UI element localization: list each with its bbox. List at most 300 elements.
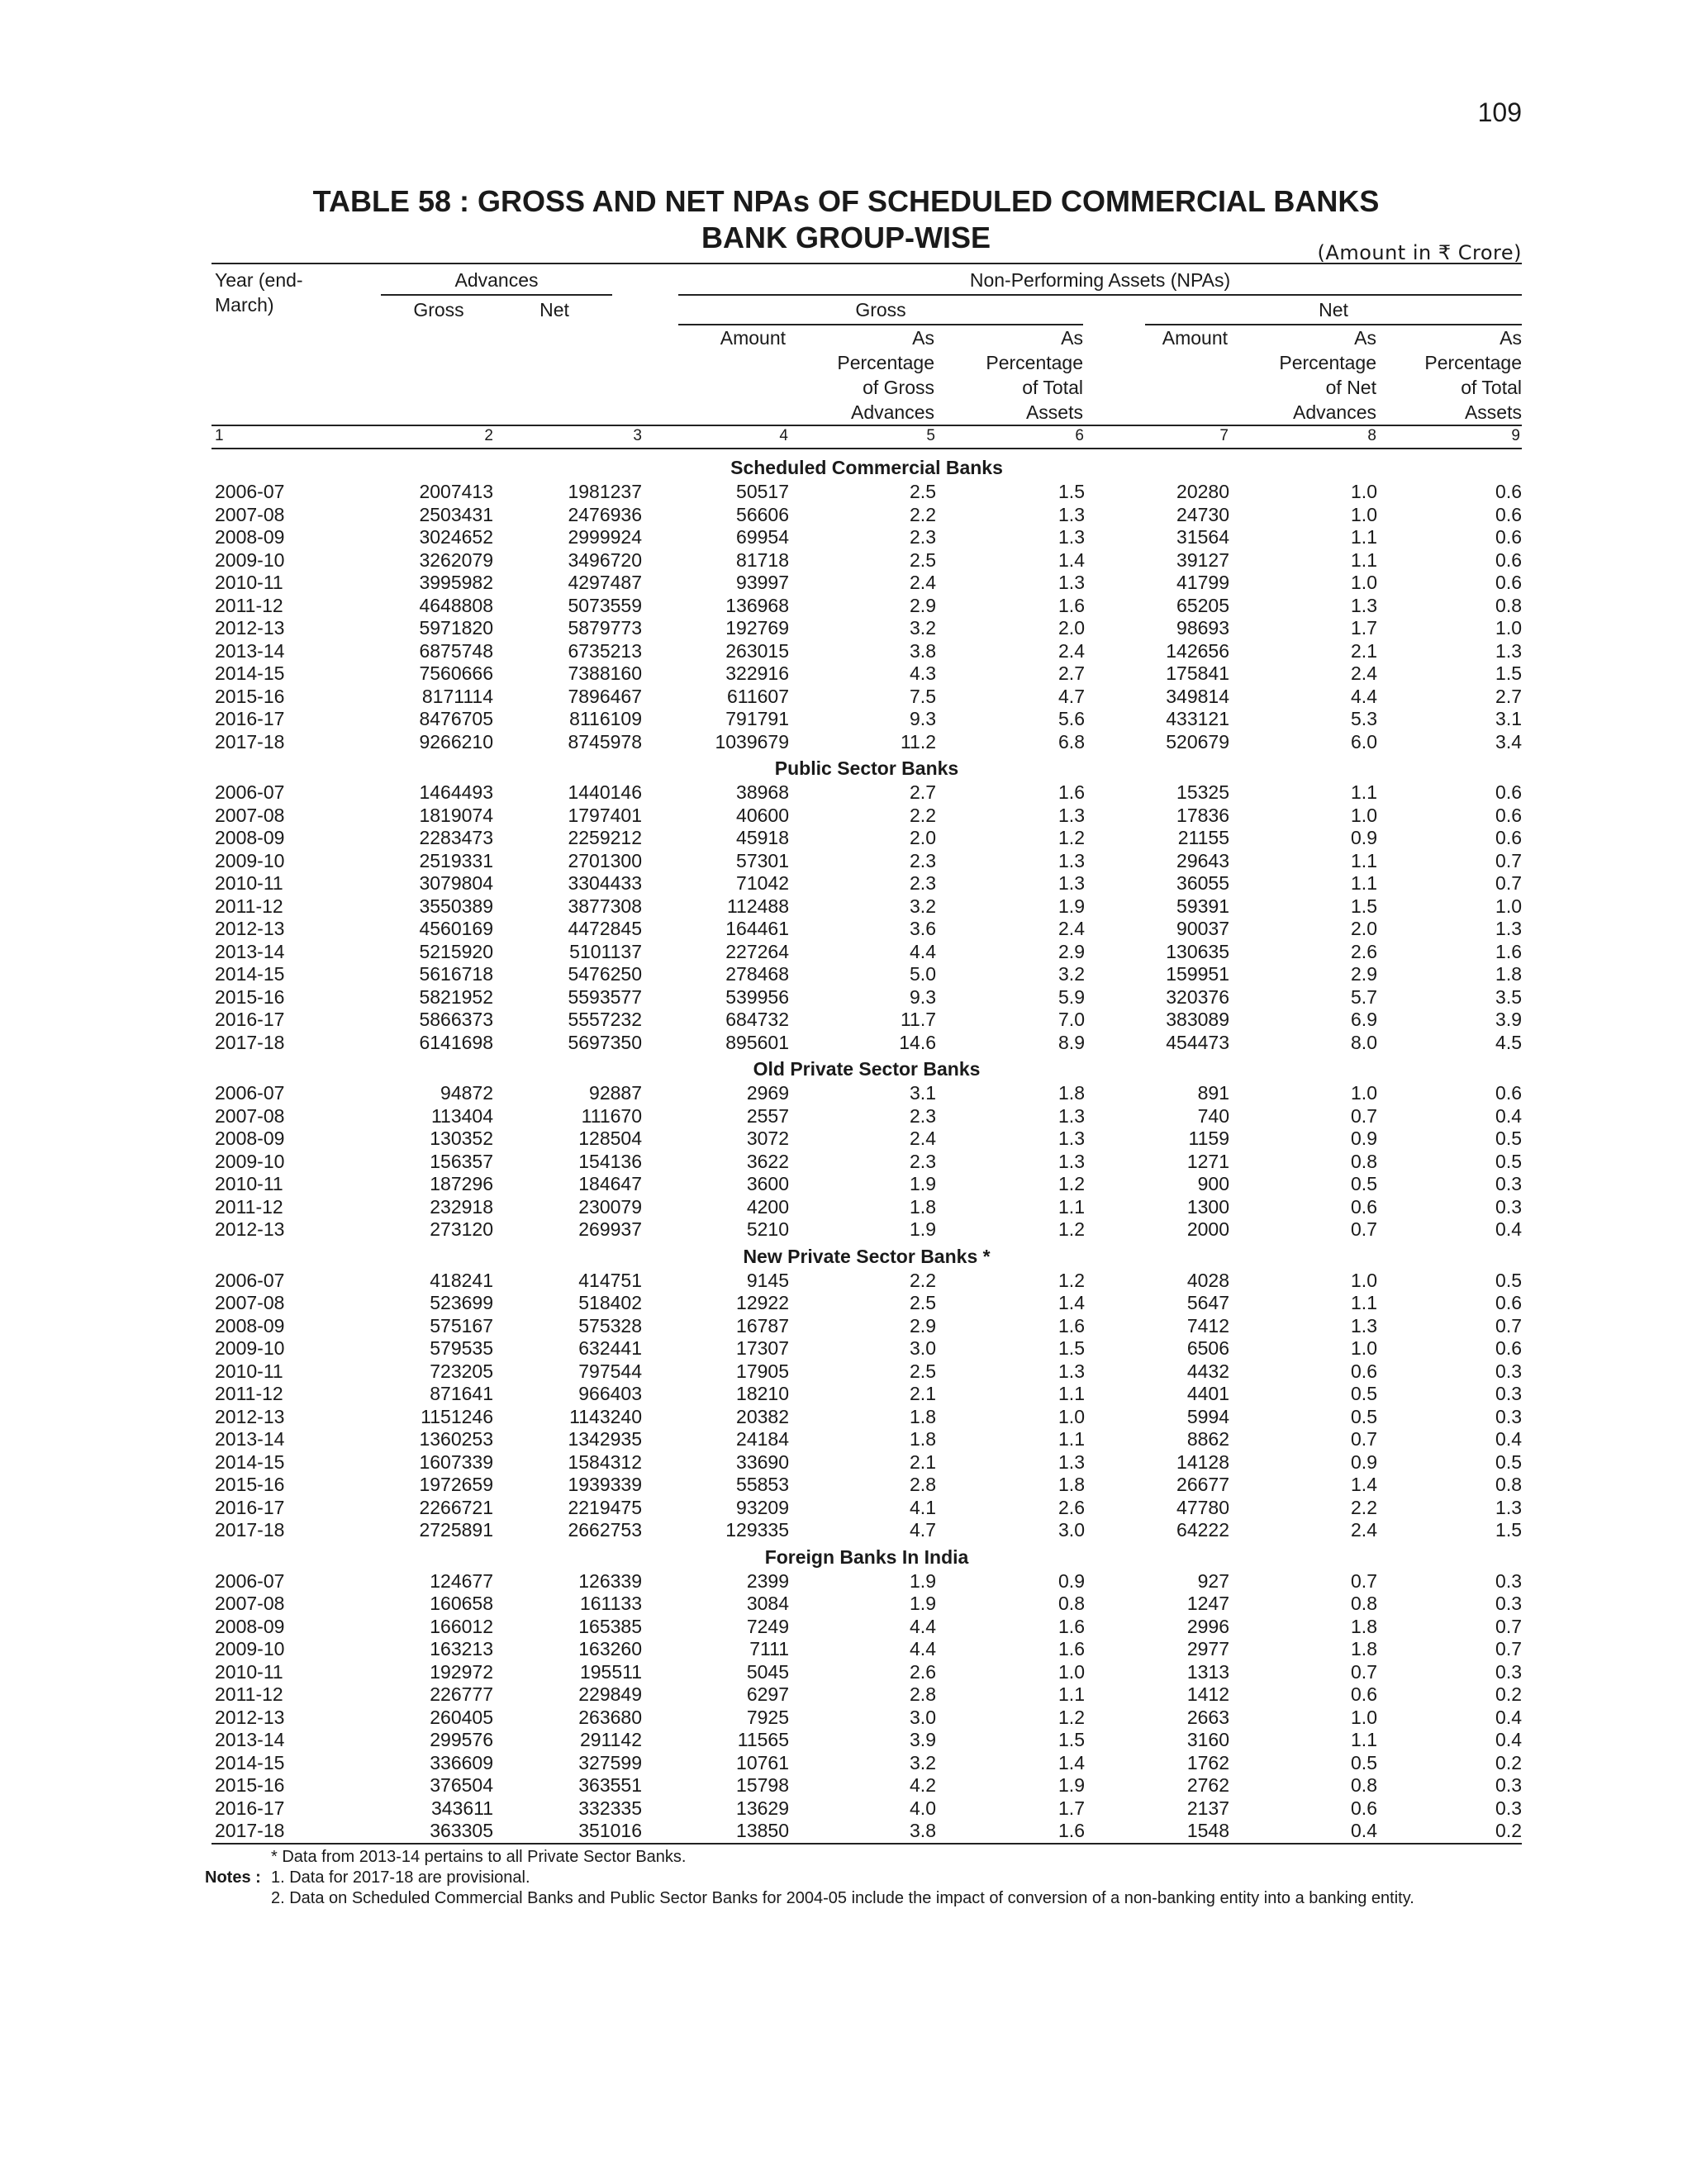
cell-gross-advances: 2519331 xyxy=(419,849,493,871)
cell-net-npa-pct-advances: 1.0 xyxy=(1351,481,1377,503)
cell-net-npa-amount: 320376 xyxy=(1166,985,1229,1008)
cell-net-npa-amount: 26677 xyxy=(1176,1474,1229,1496)
cell-gross-advances: 166012 xyxy=(430,1615,493,1637)
cell-gross-npa-pct-assets: 5.9 xyxy=(1058,985,1085,1008)
advances-underline xyxy=(381,294,612,296)
cell-gross-advances: 6141698 xyxy=(419,1031,493,1053)
cell-net-npa-amount: 3160 xyxy=(1186,1729,1229,1751)
cell-gross-npa-pct-advances: 4.7 xyxy=(910,1519,936,1541)
col4-header: Amount xyxy=(720,327,786,349)
cell-gross-advances: 1151246 xyxy=(421,1405,493,1427)
cell-net-npa-pct-assets: 1.8 xyxy=(1495,963,1523,985)
cell-gross-advances: 232918 xyxy=(430,1195,493,1218)
cell-net-npa-pct-assets: 0.5 xyxy=(1495,1128,1523,1150)
cell-gross-npa-pct-assets: 1.6 xyxy=(1058,1314,1085,1337)
cell-net-npa-pct-assets: 0.3 xyxy=(1495,1774,1523,1797)
cell-gross-npa-pct-advances: 1.8 xyxy=(910,1195,936,1218)
cell-gross-npa-pct-assets: 1.6 xyxy=(1058,781,1085,804)
cell-net-npa-amount: 1412 xyxy=(1186,1683,1229,1706)
group-name: Foreign Banks In India xyxy=(764,1545,969,1568)
cell-net-npa-pct-assets: 0.6 xyxy=(1495,572,1523,594)
table-row: 2007-08 2503431 2476936 56606 2.2 1.3 24730 1.0 0.6 xyxy=(212,504,1522,527)
cell-gross-npa-amount: 4200 xyxy=(746,1195,789,1218)
cell-gross-npa-pct-assets: 4.7 xyxy=(1058,685,1085,707)
cell-gross-npa-pct-advances: 3.8 xyxy=(789,1820,936,1844)
cell-net-npa-pct-advances: 0.6 xyxy=(1351,1195,1377,1218)
cell-gross-npa-amount: 3072 xyxy=(746,1128,789,1150)
cell-net-npa-pct-advances: 2.6 xyxy=(1351,940,1377,962)
table-row: 2011-12 226777 229849 6297 2.8 1.1 1412 0.6 0.2 xyxy=(212,1683,1522,1707)
cell-net-npa-amount: 927 xyxy=(1197,1569,1229,1592)
cell-net-advances: 2701300 xyxy=(568,849,642,871)
cell-net-npa-pct-advances: 0.7 xyxy=(1351,1569,1377,1592)
cell-net-npa-pct-advances: 6.0 xyxy=(1351,730,1377,753)
cell-gross-npa-pct-advances: 2.8 xyxy=(910,1474,936,1496)
cell-net-npa-pct-advances: 1.4 xyxy=(1351,1474,1377,1496)
col-number-8: 8 xyxy=(1367,427,1376,444)
cell-net-advances: 8116109 xyxy=(569,708,642,730)
cell-gross-advances: 5215920 xyxy=(419,940,493,962)
cell-net-npa-pct-assets: 2.7 xyxy=(1495,685,1523,707)
npa-gross-header: Gross xyxy=(855,299,906,320)
table-row: 2008-09 166012 165385 7249 4.4 1.6 2996 1.8 0.7 xyxy=(212,1616,1522,1639)
cell-net-npa-pct-advances: 0.5 xyxy=(1351,1383,1377,1405)
cell-gross-npa-amount: 56606 xyxy=(736,503,789,525)
cell-gross-advances: 336609 xyxy=(430,1751,493,1773)
cell-gross-npa-pct-assets: 1.2 xyxy=(1058,827,1085,849)
cell-net-npa-pct-advances: 8.0 xyxy=(1351,1031,1377,1053)
cell-gross-npa-pct-advances: 2.3 xyxy=(910,1150,936,1172)
cell-net-advances: 269937 xyxy=(578,1218,642,1241)
cell-gross-npa-amount: 13629 xyxy=(736,1797,789,1819)
cell-net-advances: 2219475 xyxy=(568,1496,642,1518)
cell-net-advances: 5476250 xyxy=(568,963,642,985)
cell-net-npa-pct-advances: 1.3 xyxy=(1351,1314,1377,1337)
cell-gross-npa-pct-assets: 1.8 xyxy=(1058,1082,1085,1104)
table-row: 2013-14 5215920 5101137 227264 4.4 2.9 130635 2.6 1.6 xyxy=(212,941,1522,964)
cell-net-npa-pct-assets: 0.5 xyxy=(1495,1150,1523,1172)
cell-gross-npa-pct-assets: 1.9 xyxy=(1058,1774,1085,1797)
cell-net-npa-pct-assets: 1.3 xyxy=(1495,918,1523,940)
cell-gross-npa-pct-advances: 2.3 xyxy=(910,872,936,895)
col5-header: As Percentage of Gross Advances xyxy=(837,327,934,423)
cell-gross-npa-amount: 2399 xyxy=(746,1569,789,1592)
cell-gross-npa-pct-assets: 1.5 xyxy=(1058,481,1085,503)
cell-net-npa-pct-assets: 0.6 xyxy=(1495,827,1523,849)
table-row: 2006-07 2007413 1981237 50517 2.5 1.5 20280 1.0 0.6 xyxy=(212,481,1522,504)
cell-net-npa-pct-advances: 1.1 xyxy=(1351,526,1377,548)
table-row: 2016-17 5866373 5557232 684732 11.7 7.0 383089 6.9 3.9 xyxy=(212,1009,1522,1032)
cell-gross-advances: 8476705 xyxy=(419,708,493,730)
col-number-5: 5 xyxy=(926,427,935,444)
advances-header: Advances xyxy=(454,269,539,291)
cell-net-npa-pct-assets: 4.5 xyxy=(1495,1031,1523,1053)
cell-gross-npa-pct-advances: 2.9 xyxy=(910,594,936,616)
cell-net-npa-amount: 31564 xyxy=(1176,526,1229,548)
cell-gross-npa-pct-advances: 1.9 xyxy=(910,1218,936,1241)
col7-header: Amount xyxy=(1162,327,1228,349)
title-line-1: TABLE 58 : GROSS AND NET NPAs OF SCHEDULED COMMERCIAL BANKS xyxy=(312,184,1380,218)
cell-gross-npa-pct-advances: 11.7 xyxy=(900,1009,936,1031)
cell-net-npa-pct-advances: 0.8 xyxy=(1351,1150,1377,1172)
col-number-bottom-rule xyxy=(212,448,1522,449)
cell-net-npa-pct-assets: 0.6 xyxy=(1495,1292,1523,1314)
table-row: 2017-18 9266210 8745978 1039679 11.2 6.8 520679 6.0 3.4 xyxy=(212,731,1522,754)
cell-net-npa-pct-assets: 0.4 xyxy=(1495,1729,1523,1751)
data-table xyxy=(212,453,1522,1845)
table-row: 2006-07 418241 414751 9145 2.2 1.2 4028 1.0 0.5 xyxy=(212,1270,1522,1293)
cell-net-npa-pct-assets: 0.3 xyxy=(1495,1797,1523,1819)
cell-gross-advances: 226777 xyxy=(430,1683,493,1706)
cell-gross-npa-amount: 278468 xyxy=(725,963,789,985)
cell-net-npa-amount: 349814 xyxy=(1166,685,1229,707)
cell-net-npa-amount: 4401 xyxy=(1186,1383,1229,1405)
cell-gross-npa-pct-assets: 0.8 xyxy=(1058,1593,1085,1615)
cell-gross-npa-pct-assets: 1.3 xyxy=(1058,1150,1085,1172)
cell-net-npa-amount: 20280 xyxy=(1176,481,1229,503)
cell-gross-advances: 575167 xyxy=(430,1314,493,1337)
cell-gross-npa-amount: 20382 xyxy=(736,1405,789,1427)
cell-net-npa-pct-advances: 0.7 xyxy=(1351,1660,1377,1683)
cell-gross-npa-amount: 895601 xyxy=(725,1031,789,1053)
cell-gross-npa-pct-assets: 1.6 xyxy=(1058,1615,1085,1637)
cell-net-npa-pct-advances: 1.1 xyxy=(1351,872,1377,895)
cell-gross-advances: 1972659 xyxy=(419,1474,493,1496)
col-number-7: 7 xyxy=(1219,427,1229,444)
cell-gross-npa-amount: 684732 xyxy=(725,1009,789,1031)
cell-gross-npa-pct-assets: 1.0 xyxy=(1058,1405,1085,1427)
cell-gross-npa-amount: 322916 xyxy=(725,662,789,685)
cell-net-npa-amount: 454473 xyxy=(1166,1031,1229,1053)
cell-gross-npa-pct-assets: 1.3 xyxy=(1058,572,1085,594)
cell-gross-npa-pct-assets: 2.4 xyxy=(1058,639,1085,662)
year-header: Year (end- March) xyxy=(215,269,303,316)
cell-net-advances: 7896467 xyxy=(568,685,642,707)
cell-net-npa-pct-assets: 0.4 xyxy=(1495,1218,1523,1241)
cell-net-npa-pct-advances: 0.5 xyxy=(1351,1751,1377,1773)
cell-net-npa-pct-assets: 1.3 xyxy=(1495,639,1523,662)
cell-gross-advances: 1464493 xyxy=(419,781,493,804)
group-name: New Private Sector Banks * xyxy=(743,1245,991,1267)
cell-gross-advances: 9266210 xyxy=(419,730,493,753)
amount-unit-note: (Amount in ₹ Crore) xyxy=(1317,241,1522,264)
cell-gross-npa-amount: 5210 xyxy=(746,1218,789,1241)
cell-gross-advances: 124677 xyxy=(430,1569,493,1592)
cell-gross-npa-pct-assets: 1.2 xyxy=(1058,1706,1085,1728)
cell-net-npa-pct-advances: 2.1 xyxy=(1351,639,1377,662)
cell-net-advances: 111670 xyxy=(581,1104,642,1127)
cell-gross-npa-pct-advances: 4.4 xyxy=(910,1615,936,1637)
cell-gross-npa-pct-assets: 1.5 xyxy=(1058,1729,1085,1751)
cell-net-npa-pct-advances: 2.0 xyxy=(1351,918,1377,940)
cell-gross-npa-pct-advances: 4.4 xyxy=(910,940,936,962)
cell-gross-advances: 156357 xyxy=(430,1150,493,1172)
col-number-9: 9 xyxy=(1511,427,1520,444)
cell-gross-npa-amount: 2969 xyxy=(746,1082,789,1104)
column-numbers xyxy=(212,426,1522,448)
cell-net-npa-pct-assets: 0.8 xyxy=(1495,594,1523,616)
cell-net-advances: 632441 xyxy=(578,1337,642,1360)
cell-net-npa-pct-advances: 4.4 xyxy=(1351,685,1377,707)
cell-gross-npa-pct-assets: 8.9 xyxy=(1058,1031,1085,1053)
table-row: 2010-11 192972 195511 5045 2.6 1.0 1313 0.7 0.3 xyxy=(212,1661,1522,1684)
table-row: 2010-11 3079804 3304433 71042 2.3 1.3 36055 1.1 0.7 xyxy=(212,872,1522,895)
cell-net-npa-pct-assets: 3.4 xyxy=(1495,730,1523,753)
cell-net-npa-amount: 4028 xyxy=(1186,1269,1229,1291)
cell-net-npa-pct-advances: 0.7 xyxy=(1351,1428,1377,1450)
cell-net-advances: 966403 xyxy=(578,1383,642,1405)
cell-gross-advances: 343611 xyxy=(430,1797,493,1819)
cell-net-npa-pct-assets: 0.4 xyxy=(1495,1104,1523,1127)
cell-gross-npa-pct-advances: 2.8 xyxy=(910,1683,936,1706)
cell-net-npa-pct-assets: 0.8 xyxy=(1495,1474,1523,1496)
cell-net-npa-pct-advances: 0.9 xyxy=(1351,1450,1377,1473)
cell-gross-npa-pct-advances: 2.2 xyxy=(910,503,936,525)
cell-gross-npa-pct-advances: 3.1 xyxy=(910,1082,936,1104)
cell-net-npa-pct-assets: 1.6 xyxy=(1495,940,1523,962)
cell-net-npa-pct-advances: 1.0 xyxy=(1351,1337,1377,1360)
cell-net-npa-pct-assets: 0.6 xyxy=(1495,503,1523,525)
cell-net-advances: 3496720 xyxy=(568,548,642,571)
cell-gross-npa-amount: 3600 xyxy=(746,1173,789,1195)
table-row: 2009-10 156357 154136 3622 2.3 1.3 1271 0.8 0.5 xyxy=(212,1151,1522,1174)
cell-net-npa-amount: 891 xyxy=(1197,1082,1229,1104)
cell-net-advances: 126339 xyxy=(578,1569,642,1592)
cell-net-advances: 2259212 xyxy=(568,827,642,849)
table-row: 2014-15 1607339 1584312 33690 2.1 1.3 14128 0.9 0.5 xyxy=(212,1451,1522,1474)
cell-gross-advances: 5821952 xyxy=(419,985,493,1008)
cell-net-npa-pct-advances: 0.5 xyxy=(1351,1173,1377,1195)
cell-net-npa-pct-advances: 0.7 xyxy=(1351,1104,1377,1127)
npa-net-header: Net xyxy=(1319,299,1348,320)
cell-net-npa-pct-advances: 1.3 xyxy=(1351,594,1377,616)
cell-net-npa-pct-advances: 0.9 xyxy=(1351,827,1377,849)
cell-gross-npa-amount: 81718 xyxy=(736,548,789,571)
cell-gross-advances: 273120 xyxy=(430,1218,493,1241)
cell-gross-npa-pct-assets: 1.3 xyxy=(1058,503,1085,525)
cell-gross-npa-amount: 5045 xyxy=(746,1660,789,1683)
cell-net-npa-amount: 5994 xyxy=(1186,1405,1229,1427)
table-row: 2012-13 273120 269937 5210 1.9 1.2 2000 0.7 0.4 xyxy=(212,1218,1522,1242)
cell-net-npa-amount: 1548 xyxy=(1085,1820,1229,1844)
cell-net-npa-pct-advances: 5.7 xyxy=(1351,985,1377,1008)
npa-header: Non-Performing Assets (NPAs) xyxy=(969,269,1231,291)
cell-gross-npa-pct-advances: 2.3 xyxy=(910,849,936,871)
cell-gross-advances: 871641 xyxy=(430,1383,493,1405)
table-row: 2016-17 2266721 2219475 93209 4.1 2.6 47780 2.2 1.3 xyxy=(212,1497,1522,1520)
cell-net-npa-amount: 520679 xyxy=(1166,730,1229,753)
cell-net-npa-pct-advances: 1.1 xyxy=(1351,781,1377,804)
cell-gross-npa-amount: 17307 xyxy=(736,1337,789,1360)
cell-gross-advances: 579535 xyxy=(430,1337,493,1360)
cell-net-advances: 195511 xyxy=(579,1660,642,1683)
cell-gross-npa-pct-advances: 2.5 xyxy=(910,548,936,571)
cell-net-advances: 92887 xyxy=(589,1082,642,1104)
table-row: 2008-09 2283473 2259212 45918 2.0 1.2 21155 0.9 0.6 xyxy=(212,827,1522,850)
col-number-2: 2 xyxy=(484,427,493,444)
cell-gross-npa-pct-assets: 3.0 xyxy=(1058,1519,1085,1541)
cell-gross-advances: 1360253 xyxy=(419,1428,493,1450)
title-line-2: BANK GROUP-WISE xyxy=(701,221,991,254)
cell-gross-npa-pct-advances: 1.8 xyxy=(910,1405,936,1427)
cell-gross-npa-pct-advances: 4.1 xyxy=(910,1496,936,1518)
col8-header: As Percentage of Net Advances xyxy=(1279,327,1376,423)
cell-gross-npa-pct-assets: 1.6 xyxy=(1058,1638,1085,1660)
cell-gross-npa-pct-advances: 1.8 xyxy=(910,1428,936,1450)
cell-gross-advances: 2283473 xyxy=(419,827,493,849)
cell-gross-npa-pct-advances: 2.4 xyxy=(910,1128,936,1150)
cell-net-npa-pct-advances: 1.0 xyxy=(1351,572,1377,594)
cell-net-npa-amount: 41799 xyxy=(1176,572,1229,594)
cell-net-npa-amount: 65205 xyxy=(1176,594,1229,616)
cell-net-npa-amount: 1271 xyxy=(1186,1150,1229,1172)
cell-net-npa-pct-assets: 0.6 xyxy=(1495,1082,1523,1104)
cell-net-advances: 5593577 xyxy=(568,985,642,1008)
cell-gross-npa-amount: 227264 xyxy=(725,940,789,962)
cell-gross-npa-pct-advances: 2.2 xyxy=(910,804,936,826)
cell-gross-npa-pct-assets: 1.1 xyxy=(1058,1683,1085,1706)
group-name: Scheduled Commercial Banks xyxy=(730,457,1003,478)
cell-net-npa-amount: 15325 xyxy=(1176,781,1229,804)
cell-gross-advances: 94872 xyxy=(440,1082,493,1104)
cell-net-npa-pct-assets: 0.3 xyxy=(1495,1405,1523,1427)
cell-net-npa-pct-advances: 2.2 xyxy=(1351,1496,1377,1518)
cell-gross-advances: 1819074 xyxy=(419,804,493,826)
cell-net-advances: 4472845 xyxy=(568,918,642,940)
cell-net-advances: 351016 xyxy=(493,1820,642,1844)
note-2: 2. Data on Scheduled Commercial Banks and Public Sector Banks for 2004-05 include the impact of conversion of a non-banking entity into a banking entity. xyxy=(271,1889,1414,1907)
cell-net-npa-amount: 14128 xyxy=(1176,1450,1229,1473)
cell-net-npa-pct-assets: 1.0 xyxy=(1495,617,1523,639)
cell-gross-npa-amount: 45918 xyxy=(736,827,789,849)
table-row: 2017-18 2725891 2662753 129335 4.7 3.0 64222 2.4 1.5 xyxy=(212,1519,1522,1542)
cell-net-advances: 5697350 xyxy=(568,1031,642,1053)
cell-gross-npa-pct-advances: 1.9 xyxy=(910,1173,936,1195)
cell-gross-npa-amount: 112488 xyxy=(726,895,789,917)
cell-gross-npa-amount: 791791 xyxy=(725,708,789,730)
cell-net-advances: 7388160 xyxy=(568,662,642,685)
cell-gross-npa-amount: 129335 xyxy=(725,1519,789,1541)
cell-net-npa-amount: 59391 xyxy=(1176,895,1229,917)
table-row: 2011-12 871641 966403 18210 2.1 1.1 4401 0.5 0.3 xyxy=(212,1383,1522,1406)
cell-net-npa-amount: 1159 xyxy=(1188,1128,1229,1150)
table-row: 2015-16 1972659 1939339 55853 2.8 1.8 26677 1.4 0.8 xyxy=(212,1474,1522,1497)
cell-gross-npa-pct-advances: 2.7 xyxy=(910,781,936,804)
cell-net-npa-pct-advances: 6.9 xyxy=(1351,1009,1377,1031)
cell-net-npa-pct-assets: 0.6 xyxy=(1495,1337,1523,1360)
table-row: 2012-13 1151246 1143240 20382 1.8 1.0 5994 0.5 0.3 xyxy=(212,1406,1522,1429)
cell-net-npa-pct-assets: 0.6 xyxy=(1495,481,1523,503)
cell-gross-npa-amount: 12922 xyxy=(736,1292,789,1314)
cell-gross-npa-pct-assets: 1.3 xyxy=(1058,1450,1085,1473)
advances-net-header: Net xyxy=(539,299,569,320)
cell-net-advances: 414751 xyxy=(578,1269,642,1291)
cell-net-npa-amount: 2663 xyxy=(1186,1706,1229,1728)
cell-gross-npa-amount: 57301 xyxy=(736,849,789,871)
cell-net-npa-pct-advances: 0.6 xyxy=(1351,1797,1377,1819)
cell-gross-advances: 418241 xyxy=(430,1269,493,1291)
page-number: 109 xyxy=(1477,97,1522,127)
cell-gross-advances: 3079804 xyxy=(419,872,493,895)
cell-net-npa-amount: 2000 xyxy=(1186,1218,1229,1241)
cell-gross-npa-pct-advances: 14.6 xyxy=(899,1031,936,1053)
cell-gross-npa-amount: 7925 xyxy=(746,1706,789,1728)
cell-gross-npa-pct-advances: 2.3 xyxy=(910,1104,936,1127)
cell-gross-advances: 130352 xyxy=(430,1128,493,1150)
cell-gross-npa-pct-assets: 7.0 xyxy=(1058,1009,1085,1031)
cell-net-npa-amount: 433121 xyxy=(1166,708,1229,730)
cell-gross-advances: 3995982 xyxy=(419,572,493,594)
cell-gross-npa-amount: 38968 xyxy=(736,781,789,804)
cell-gross-npa-pct-advances: 3.2 xyxy=(910,617,936,639)
cell-gross-npa-pct-assets: 2.4 xyxy=(1058,918,1085,940)
cell-net-npa-pct-assets: 0.7 xyxy=(1495,849,1523,871)
cell-gross-npa-pct-advances: 4.0 xyxy=(910,1797,936,1819)
cell-net-npa-pct-advances: 0.9 xyxy=(1351,1128,1377,1150)
cell-gross-npa-pct-assets: 1.4 xyxy=(1058,548,1085,571)
cell-net-npa-pct-assets: 0.7 xyxy=(1495,1314,1523,1337)
cell-gross-advances: 523699 xyxy=(430,1292,493,1314)
cell-net-npa-pct-assets: 0.6 xyxy=(1495,548,1523,571)
cell-net-advances: 1440146 xyxy=(568,781,642,804)
cell-net-advances: 5879773 xyxy=(568,617,642,639)
cell-gross-npa-pct-assets: 2.6 xyxy=(1058,1496,1085,1518)
cell-net-advances: 6735213 xyxy=(568,639,642,662)
cell-net-npa-amount: 90037 xyxy=(1176,918,1229,940)
cell-net-npa-pct-advances: 1.8 xyxy=(1351,1638,1377,1660)
cell-net-npa-amount: 5647 xyxy=(1186,1292,1229,1314)
cell-net-npa-pct-assets: 0.7 xyxy=(1495,1638,1523,1660)
cell-gross-npa-pct-assets: 1.3 xyxy=(1058,804,1085,826)
cell-net-npa-amount: 17836 xyxy=(1176,804,1229,826)
cell-gross-npa-pct-assets: 1.3 xyxy=(1058,1360,1085,1382)
cell-net-npa-amount: 36055 xyxy=(1176,872,1229,895)
cell-net-npa-pct-advances: 0.6 xyxy=(1351,1683,1377,1706)
cell-gross-npa-amount: 1039679 xyxy=(715,730,789,753)
cell-net-advances: 230079 xyxy=(578,1195,642,1218)
cell-net-advances: 165385 xyxy=(578,1615,642,1637)
group-header-row xyxy=(212,753,1522,781)
cell-net-npa-pct-advances: 5.3 xyxy=(1351,708,1377,730)
cell-gross-npa-pct-advances: 4.3 xyxy=(910,662,936,685)
cell-net-npa-pct-assets: 0.3 xyxy=(1495,1660,1523,1683)
cell-net-npa-amount: 1313 xyxy=(1186,1660,1229,1683)
cell-gross-npa-pct-advances: 2.1 xyxy=(910,1450,936,1473)
cell-net-npa-amount: 64222 xyxy=(1176,1519,1229,1541)
cell-net-npa-amount: 39127 xyxy=(1176,548,1229,571)
cell-gross-advances: 3024652 xyxy=(419,526,493,548)
cell-gross-npa-pct-assets: 3.2 xyxy=(1058,963,1085,985)
advances-gross-header: Gross xyxy=(413,299,464,320)
cell-gross-npa-amount: 55853 xyxy=(736,1474,789,1496)
col6-header: As Percentage of Total Assets xyxy=(986,327,1083,423)
cell-net-npa-pct-advances: 0.6 xyxy=(1351,1360,1377,1382)
cell-gross-advances: 5866373 xyxy=(419,1009,493,1031)
cell-gross-npa-pct-advances: 2.0 xyxy=(910,827,936,849)
cell-net-advances: 1584312 xyxy=(568,1450,642,1473)
cell-net-npa-amount: 2137 xyxy=(1186,1797,1229,1819)
cell-net-npa-pct-assets: 0.3 xyxy=(1495,1195,1523,1218)
table-row: 2007-08 160658 161133 3084 1.9 0.8 1247 0.8 0.3 xyxy=(212,1593,1522,1616)
cell-gross-advances: 2725891 xyxy=(419,1519,493,1541)
cell-gross-npa-pct-assets: 1.3 xyxy=(1058,1128,1085,1150)
cell-gross-advances: 260405 xyxy=(430,1706,493,1728)
cell-net-advances: 8745978 xyxy=(568,730,642,753)
col-number-1: 1 xyxy=(215,427,224,444)
cell-gross-advances: 1607339 xyxy=(419,1450,493,1473)
group-header-row xyxy=(212,453,1522,481)
note-1: 1. Data for 2017-18 are provisional. xyxy=(271,1868,530,1887)
